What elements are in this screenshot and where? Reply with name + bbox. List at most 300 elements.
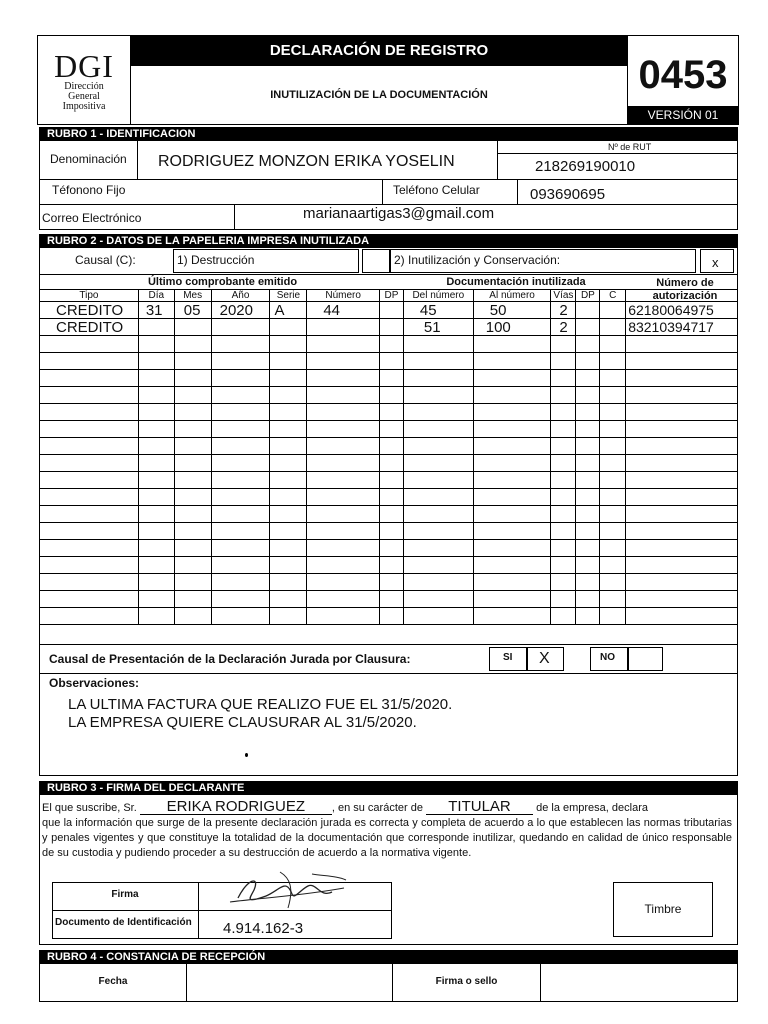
empty-cell[interactable] (600, 370, 626, 387)
empty-cell[interactable] (40, 574, 139, 591)
empty-cell[interactable] (307, 557, 380, 574)
empty-cell[interactable] (576, 591, 600, 608)
empty-cell[interactable] (174, 523, 211, 540)
empty-cell[interactable] (211, 540, 270, 557)
table-row-empty[interactable] (40, 404, 738, 421)
empty-cell[interactable] (379, 370, 403, 387)
empty-cell[interactable] (403, 438, 473, 455)
observaciones-label: Observaciones: (49, 676, 140, 690)
empty-cell[interactable] (307, 506, 380, 523)
empty-cell[interactable] (270, 574, 307, 591)
empty-cell[interactable] (307, 404, 380, 421)
empty-cell[interactable] (138, 557, 174, 574)
empty-cell[interactable] (551, 506, 576, 523)
empty-cell[interactable] (473, 336, 551, 353)
empty-cell[interactable] (403, 455, 473, 472)
empty-cell[interactable] (403, 336, 473, 353)
table-row-empty[interactable] (40, 540, 738, 557)
empty-cell[interactable] (40, 591, 139, 608)
declarante-name: ERIKA RODRIGUEZ (140, 800, 332, 815)
empty-cell[interactable] (473, 387, 551, 404)
cell-mes[interactable]: 05 (174, 302, 211, 319)
rubro2-title: RUBRO 2 - DATOS DE LA PAPELERIA IMPRESA INUTILIZADA (39, 234, 738, 248)
cell-c[interactable] (600, 302, 626, 319)
empty-cell[interactable] (473, 421, 551, 438)
empty-cell[interactable] (403, 523, 473, 540)
empty-cell[interactable] (379, 557, 403, 574)
empty-cell[interactable] (270, 353, 307, 370)
table-row-empty[interactable] (40, 455, 738, 472)
empty-cell[interactable] (551, 591, 576, 608)
empty-cell[interactable] (403, 540, 473, 557)
empty-cell[interactable] (551, 472, 576, 489)
empty-cell[interactable] (626, 421, 738, 438)
empty-cell[interactable] (307, 438, 380, 455)
empty-cell[interactable] (551, 608, 576, 625)
empty-cell[interactable] (138, 404, 174, 421)
empty-cell[interactable] (270, 591, 307, 608)
empty-cell[interactable] (138, 472, 174, 489)
empty-cell[interactable] (40, 404, 139, 421)
option1-checkbox[interactable] (362, 249, 390, 273)
empty-cell[interactable] (626, 489, 738, 506)
cell-al[interactable]: 50 (473, 302, 551, 319)
empty-cell[interactable] (576, 523, 600, 540)
firma-sello-field[interactable] (541, 965, 737, 1001)
documento-label: Documento de Identificación (55, 917, 192, 928)
no-checkbox[interactable] (628, 647, 663, 671)
empty-cell[interactable] (473, 608, 551, 625)
empty-cell[interactable] (174, 387, 211, 404)
table-row-empty[interactable] (40, 557, 738, 574)
empty-cell[interactable] (379, 421, 403, 438)
empty-cell[interactable] (211, 336, 270, 353)
empty-cell[interactable] (307, 370, 380, 387)
empty-cell[interactable] (551, 370, 576, 387)
empty-cell[interactable] (473, 557, 551, 574)
empty-cell[interactable] (473, 489, 551, 506)
empty-cell[interactable] (307, 353, 380, 370)
empty-cell[interactable] (211, 353, 270, 370)
empty-cell[interactable] (270, 472, 307, 489)
table-row-empty[interactable] (40, 506, 738, 523)
empty-cell[interactable] (270, 523, 307, 540)
empty-cell[interactable] (403, 591, 473, 608)
empty-cell[interactable] (551, 557, 576, 574)
cell-aut[interactable]: 83210394717 (626, 319, 738, 336)
empty-cell[interactable] (473, 438, 551, 455)
empty-cell[interactable] (576, 455, 600, 472)
cell-al[interactable]: 100 (473, 319, 551, 336)
empty-cell[interactable] (551, 540, 576, 557)
empty-cell[interactable] (174, 336, 211, 353)
signature-image (220, 868, 350, 912)
empty-cell[interactable] (211, 489, 270, 506)
empty-cell[interactable] (174, 353, 211, 370)
papeleria-table (39, 289, 738, 625)
col-c: C (600, 290, 626, 302)
empty-cell[interactable] (576, 472, 600, 489)
col-dp2: DP (576, 290, 600, 302)
cell-anio[interactable] (211, 319, 270, 336)
empty-cell[interactable] (626, 506, 738, 523)
empty-cell[interactable] (138, 540, 174, 557)
empty-cell[interactable] (307, 421, 380, 438)
cell-dp[interactable] (379, 302, 403, 319)
logo-line2: General (68, 91, 100, 102)
empty-cell[interactable] (551, 353, 576, 370)
empty-cell[interactable] (138, 489, 174, 506)
table-row-empty[interactable] (40, 574, 738, 591)
empty-cell[interactable] (403, 370, 473, 387)
empty-cell[interactable] (40, 506, 139, 523)
empty-cell[interactable] (626, 608, 738, 625)
empty-cell[interactable] (270, 438, 307, 455)
empty-cell[interactable] (600, 438, 626, 455)
empty-cell[interactable] (379, 455, 403, 472)
empty-cell[interactable] (551, 421, 576, 438)
empty-cell[interactable] (403, 608, 473, 625)
cell-tipo[interactable]: CREDITO (40, 302, 139, 319)
empty-cell[interactable] (270, 489, 307, 506)
empty-cell[interactable] (211, 438, 270, 455)
empty-cell[interactable] (576, 489, 600, 506)
empty-cell[interactable] (551, 489, 576, 506)
empty-cell[interactable] (626, 387, 738, 404)
empty-cell[interactable] (211, 591, 270, 608)
empty-cell[interactable] (473, 370, 551, 387)
empty-cell[interactable] (626, 540, 738, 557)
empty-cell[interactable] (40, 608, 139, 625)
empty-cell[interactable] (174, 540, 211, 557)
empty-cell[interactable] (270, 421, 307, 438)
table-row[interactable] (40, 302, 738, 319)
empty-cell[interactable] (600, 591, 626, 608)
empty-cell[interactable] (174, 489, 211, 506)
empty-cell[interactable] (270, 557, 307, 574)
observaciones-line1: LA ULTIMA FACTURA QUE REALIZO FUE EL 31/5/2020. (68, 696, 453, 713)
cell-del[interactable]: 51 (403, 319, 473, 336)
empty-cell[interactable] (600, 489, 626, 506)
empty-cell[interactable] (138, 353, 174, 370)
table-row-empty[interactable] (40, 387, 738, 404)
empty-cell[interactable] (40, 472, 139, 489)
empty-cell[interactable] (379, 574, 403, 591)
empty-cell[interactable] (626, 353, 738, 370)
empty-cell[interactable] (626, 574, 738, 591)
empty-cell[interactable] (473, 404, 551, 421)
empty-cell[interactable] (138, 591, 174, 608)
decl-text-c: de la empresa, declara (536, 802, 648, 814)
empty-cell[interactable] (576, 404, 600, 421)
cell-del[interactable]: 45 (403, 302, 473, 319)
empty-cell[interactable] (626, 523, 738, 540)
empty-cell[interactable] (138, 336, 174, 353)
empty-cell[interactable] (551, 523, 576, 540)
form-version: VERSIÓN 01 (628, 106, 738, 124)
denominacion-label: Denominación (50, 152, 127, 166)
empty-cell[interactable] (473, 506, 551, 523)
empty-cell[interactable] (379, 489, 403, 506)
empty-cell[interactable] (600, 540, 626, 557)
empty-cell[interactable] (174, 608, 211, 625)
empty-cell[interactable] (40, 523, 139, 540)
empty-cell[interactable] (211, 387, 270, 404)
empty-cell[interactable] (138, 370, 174, 387)
table-row-empty[interactable] (40, 489, 738, 506)
table-row-empty[interactable] (40, 472, 738, 489)
empty-cell[interactable] (211, 506, 270, 523)
cell-dp[interactable] (379, 319, 403, 336)
empty-cell[interactable] (138, 506, 174, 523)
empty-cell[interactable] (138, 421, 174, 438)
empty-cell[interactable] (138, 523, 174, 540)
empty-cell[interactable] (576, 574, 600, 591)
empty-cell[interactable] (270, 506, 307, 523)
empty-cell[interactable] (40, 387, 139, 404)
empty-cell[interactable] (307, 387, 380, 404)
correo-value: marianaartigas3@gmail.com (303, 205, 495, 222)
empty-cell[interactable] (270, 540, 307, 557)
table-row-empty[interactable] (40, 523, 738, 540)
table-row-empty[interactable] (40, 421, 738, 438)
empty-cell[interactable] (40, 540, 139, 557)
empty-cell[interactable] (211, 472, 270, 489)
empty-cell[interactable] (379, 438, 403, 455)
empty-cell[interactable] (403, 353, 473, 370)
empty-cell[interactable] (600, 336, 626, 353)
cell-serie[interactable] (270, 319, 307, 336)
cell-c[interactable] (600, 319, 626, 336)
empty-cell[interactable] (600, 472, 626, 489)
cell-dp2[interactable] (576, 319, 600, 336)
empty-cell[interactable] (174, 506, 211, 523)
empty-cell[interactable] (473, 591, 551, 608)
empty-cell[interactable] (600, 523, 626, 540)
empty-cell[interactable] (600, 608, 626, 625)
decl-text-d: que la información que surge de la presente declaración jurada es correcta y completa de acuerdo a lo que establecen las normas tributarias y penales vigentes y que constituye la totalidad de la documentación que corresponde inutilizar, quedando en calidad de único responsable de su custodia y pudiendo proceder a su destrucción de acuerdo a la normativa vigente. (42, 817, 732, 859)
empty-cell[interactable] (307, 455, 380, 472)
empty-cell[interactable] (600, 557, 626, 574)
empty-cell[interactable] (270, 608, 307, 625)
empty-cell[interactable] (403, 489, 473, 506)
empty-cell[interactable] (600, 404, 626, 421)
empty-cell[interactable] (600, 574, 626, 591)
empty-cell[interactable] (626, 336, 738, 353)
empty-cell[interactable] (211, 370, 270, 387)
empty-cell[interactable] (270, 370, 307, 387)
empty-cell[interactable] (576, 438, 600, 455)
empty-cell[interactable] (211, 574, 270, 591)
empty-cell[interactable] (403, 574, 473, 591)
empty-cell[interactable] (40, 370, 139, 387)
empty-cell[interactable] (174, 472, 211, 489)
empty-cell[interactable] (473, 472, 551, 489)
empty-cell[interactable] (576, 336, 600, 353)
cell-numero[interactable]: 44 (307, 302, 380, 319)
empty-cell[interactable] (307, 472, 380, 489)
empty-cell[interactable] (174, 421, 211, 438)
fecha-field[interactable] (187, 965, 392, 1001)
table-row-empty[interactable] (40, 608, 738, 625)
cell-numero[interactable] (307, 319, 380, 336)
empty-cell[interactable] (174, 404, 211, 421)
empty-cell[interactable] (403, 506, 473, 523)
empty-cell[interactable] (40, 489, 139, 506)
empty-cell[interactable] (600, 353, 626, 370)
option2-mark: x (712, 255, 719, 270)
cell-dp2[interactable] (576, 302, 600, 319)
cell-serie[interactable]: A (270, 302, 307, 319)
rubro4-title: RUBRO 4 - CONSTANCIA DE RECEPCIÓN (39, 950, 738, 964)
empty-cell[interactable] (551, 336, 576, 353)
rut-label: Nº de RUT (608, 142, 652, 152)
empty-cell[interactable] (551, 455, 576, 472)
empty-cell[interactable] (379, 540, 403, 557)
empty-cell[interactable] (270, 336, 307, 353)
documento-value: 4.914.162-3 (223, 920, 304, 937)
empty-cell[interactable] (174, 591, 211, 608)
empty-cell[interactable] (473, 353, 551, 370)
ink-dot (245, 753, 248, 757)
empty-cell[interactable] (307, 489, 380, 506)
table-row-empty[interactable] (40, 353, 738, 370)
empty-cell[interactable] (600, 506, 626, 523)
empty-cell[interactable] (551, 438, 576, 455)
empty-cell[interactable] (138, 574, 174, 591)
empty-cell[interactable] (551, 387, 576, 404)
empty-cell[interactable] (211, 608, 270, 625)
col-autorizacion (626, 290, 738, 302)
empty-cell[interactable] (379, 591, 403, 608)
empty-cell[interactable] (379, 523, 403, 540)
empty-cell[interactable] (40, 336, 139, 353)
empty-cell[interactable] (174, 455, 211, 472)
empty-cell[interactable] (307, 540, 380, 557)
empty-cell[interactable] (403, 557, 473, 574)
empty-cell[interactable] (40, 557, 139, 574)
empty-cell[interactable] (576, 387, 600, 404)
empty-cell[interactable] (551, 404, 576, 421)
fecha-label: Fecha (98, 976, 128, 987)
col-dia: Día (138, 290, 174, 302)
empty-cell[interactable] (473, 523, 551, 540)
empty-cell[interactable] (211, 523, 270, 540)
empty-cell[interactable] (403, 404, 473, 421)
empty-cell[interactable] (307, 523, 380, 540)
firma-sello-label: Firma o sello (435, 976, 498, 987)
empty-cell[interactable] (600, 421, 626, 438)
empty-cell[interactable] (379, 353, 403, 370)
empty-cell[interactable] (174, 574, 211, 591)
empty-cell[interactable] (626, 370, 738, 387)
empty-cell[interactable] (379, 404, 403, 421)
cell-anio[interactable]: 2020 (211, 302, 270, 319)
empty-cell[interactable] (40, 438, 139, 455)
denominacion-value: RODRIGUEZ MONZON ERIKA YOSELIN (158, 153, 455, 170)
empty-cell[interactable] (211, 404, 270, 421)
empty-cell[interactable] (473, 574, 551, 591)
cell-mes[interactable] (174, 319, 211, 336)
empty-cell[interactable] (138, 387, 174, 404)
cell-vias[interactable]: 2 (551, 319, 576, 336)
table-row-empty[interactable] (40, 370, 738, 387)
timbre-label: Timbre (644, 902, 682, 916)
empty-cell[interactable] (211, 421, 270, 438)
logo-letters: DGI (54, 48, 114, 84)
cell-dia[interactable] (138, 319, 174, 336)
table-row-empty[interactable] (40, 438, 738, 455)
empty-cell[interactable] (600, 387, 626, 404)
empty-cell[interactable] (626, 438, 738, 455)
empty-cell[interactable] (576, 557, 600, 574)
cell-vias[interactable]: 2 (551, 302, 576, 319)
empty-cell[interactable] (174, 370, 211, 387)
column-header-row (40, 290, 738, 302)
empty-cell[interactable] (576, 540, 600, 557)
empty-cell[interactable] (576, 608, 600, 625)
table-row-empty[interactable] (40, 336, 738, 353)
empty-cell[interactable] (551, 574, 576, 591)
empty-cell[interactable] (576, 353, 600, 370)
correo-label: Correo Electrónico (42, 211, 142, 225)
empty-cell[interactable] (379, 387, 403, 404)
logo-line3: Impositiva (62, 101, 106, 112)
empty-cell[interactable] (211, 557, 270, 574)
empty-cell[interactable] (307, 591, 380, 608)
empty-cell[interactable] (307, 574, 380, 591)
empty-cell[interactable] (379, 506, 403, 523)
table-row[interactable] (40, 319, 738, 336)
table-row-empty[interactable] (40, 591, 738, 608)
empty-cell[interactable] (403, 421, 473, 438)
empty-cell[interactable] (626, 557, 738, 574)
empty-cell[interactable] (211, 455, 270, 472)
empty-cell[interactable] (379, 608, 403, 625)
empty-cell[interactable] (40, 455, 139, 472)
empty-cell[interactable] (626, 591, 738, 608)
empty-cell[interactable] (626, 404, 738, 421)
empty-cell[interactable] (576, 370, 600, 387)
empty-cell[interactable] (138, 438, 174, 455)
empty-cell[interactable] (270, 387, 307, 404)
empty-cell[interactable] (307, 608, 380, 625)
empty-cell[interactable] (576, 421, 600, 438)
empty-cell[interactable] (576, 506, 600, 523)
empty-cell[interactable] (138, 608, 174, 625)
empty-cell[interactable] (174, 438, 211, 455)
empty-cell[interactable] (626, 472, 738, 489)
empty-cell[interactable] (403, 387, 473, 404)
empty-cell[interactable] (379, 472, 403, 489)
empty-cell[interactable] (473, 455, 551, 472)
cell-aut[interactable]: 62180064975 (626, 302, 738, 319)
empty-cell[interactable] (138, 455, 174, 472)
empty-cell[interactable] (403, 472, 473, 489)
cell-dia[interactable]: 31 (138, 302, 174, 319)
empty-cell[interactable] (626, 455, 738, 472)
cell-tipo[interactable]: CREDITO (40, 319, 139, 336)
empty-cell[interactable] (270, 455, 307, 472)
empty-cell[interactable] (40, 421, 139, 438)
empty-cell[interactable] (600, 455, 626, 472)
empty-cell[interactable] (174, 557, 211, 574)
empty-cell[interactable] (473, 540, 551, 557)
empty-cell[interactable] (307, 336, 380, 353)
empty-cell[interactable] (270, 404, 307, 421)
empty-cell[interactable] (379, 336, 403, 353)
empty-cell[interactable] (40, 353, 139, 370)
